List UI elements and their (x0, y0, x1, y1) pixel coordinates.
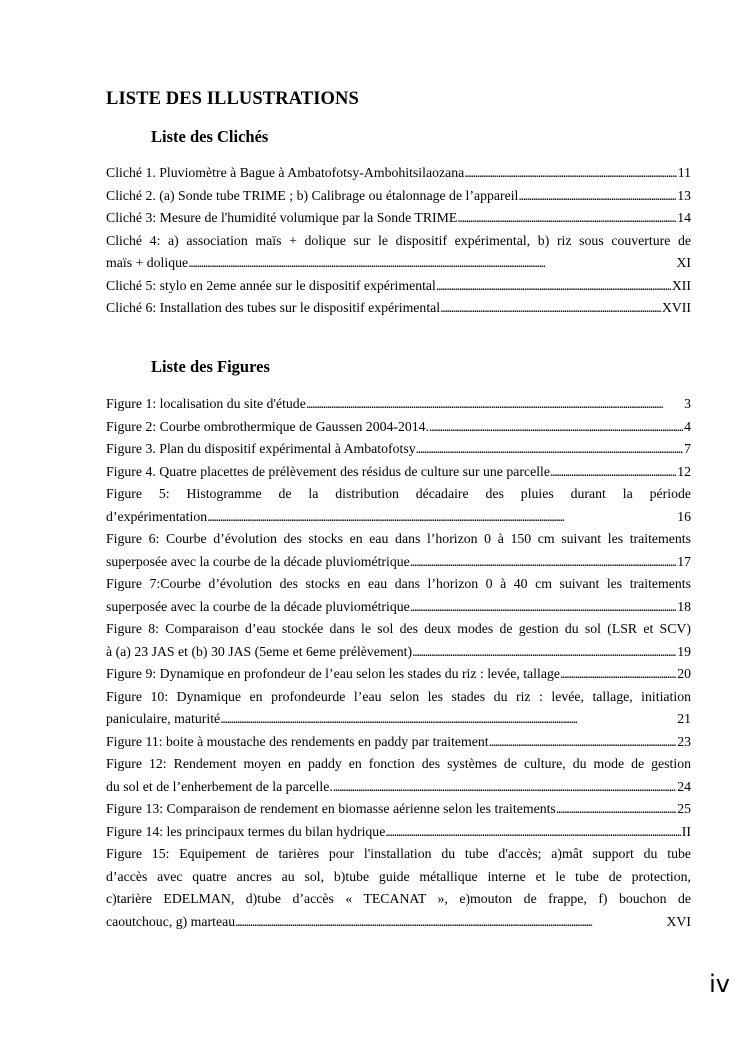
toc-entry-label: paniculaire, maturité (106, 711, 221, 726)
toc-entry[interactable] (106, 416, 691, 439)
dot-leader (457, 207, 676, 230)
toc-entry-label: superposée avec la courbe de la décade pluviométrique (106, 553, 410, 569)
toc-entry-label: Figure 11: boite à moustache des rendements en paddy par traitement (106, 733, 489, 749)
toc-entry-text-line: Figure 12: Rendement moyen en paddy en fonction des systèmes de culture, du mode de gestion (106, 756, 691, 771)
toc-entry[interactable] (106, 438, 691, 461)
toc-entry[interactable] (106, 275, 691, 298)
toc-entry-text-line: Cliché 4: a) association maïs + dolique sur le dispositif expérimental, b) riz sous couverture de (106, 232, 691, 248)
cliches-heading: Liste des Clichés (151, 127, 269, 146)
dot-leader (464, 162, 676, 185)
page-number: iv (709, 970, 730, 998)
dot-leader (410, 596, 676, 619)
toc-entry[interactable] (106, 230, 691, 275)
dot-leader (556, 798, 676, 821)
dot-leader (333, 776, 676, 799)
toc-entry-label: Figure 9: Dynamique en profondeur de l’eau selon les stades du riz : levée, tallage (106, 666, 560, 681)
dot-leader (518, 185, 676, 208)
figures-heading: Liste des Figures (151, 357, 270, 376)
toc-entry-label: d’expérimentation (106, 508, 208, 524)
toc-entry[interactable] (106, 461, 691, 484)
dot-leader (235, 911, 665, 934)
toc-entry-page-number: 21 (677, 711, 691, 726)
toc-entry-label: maïs + dolique (106, 255, 189, 270)
dot-leader (429, 416, 683, 439)
dot-leader (385, 821, 680, 844)
toc-entry-text-line: Figure 10: Dynamique en profondeurde l’eau selon les stades du riz : levée, tallage, initiation (106, 688, 691, 704)
toc-entry[interactable] (106, 686, 691, 731)
dot-leader (410, 551, 676, 574)
toc-entry[interactable] (106, 798, 691, 821)
toc-entry[interactable] (106, 483, 691, 528)
toc-entry-label: du sol et de l’enherbement de la parcelle. (106, 778, 333, 794)
dot-leader (440, 297, 661, 320)
toc-entry-page-number: 14 (677, 210, 691, 225)
dot-leader (560, 663, 676, 686)
toc-entry-page-number: 12 (677, 463, 691, 479)
toc-entry[interactable] (106, 821, 691, 844)
dot-leader (412, 641, 676, 664)
cliches-list (106, 162, 691, 320)
toc-entry-text-line: Figure 6: Courbe d’évolution des stocks en eau dans l’horizon 0 à 150 cm suivant les traitements (106, 531, 691, 546)
toc-entry[interactable] (106, 663, 691, 686)
toc-entry-page-number: 11 (677, 165, 691, 180)
toc-entry-label: Cliché 5: stylo en 2eme année sur le dispositif expérimental (106, 277, 436, 293)
dot-leader (436, 275, 671, 298)
toc-entry[interactable] (106, 393, 691, 416)
toc-entry-label: à (a) 23 JAS et (b) 30 JAS (5eme et 6eme prélèvement) (106, 643, 413, 659)
toc-entry-label: Figure 2: Courbe ombrothermique de Gaussen 2004-2014. (106, 418, 430, 434)
toc-entry-page-number: 25 (677, 801, 691, 816)
dot-leader (188, 252, 675, 275)
dot-leader (306, 393, 683, 416)
toc-entry-label: Figure 14: les principaux termes du bilan hydrique (106, 823, 386, 839)
toc-entry-page-number: 24 (677, 778, 691, 794)
toc-entry-page-number: XI (676, 255, 691, 270)
toc-entry-page-number: 18 (677, 598, 691, 614)
toc-entry-page-number: XII (671, 277, 691, 293)
dot-leader (416, 438, 683, 461)
toc-entry[interactable] (106, 573, 691, 618)
toc-entry-text-line: Figure 5: Histogramme de la distribution décadaire des pluies durant la période (106, 486, 691, 501)
toc-entry[interactable] (106, 185, 691, 208)
dot-leader (489, 731, 677, 754)
page-title: LISTE DES ILLUSTRATIONS (106, 89, 359, 109)
toc-entry-text-line: c)tarière EDELMAN, d)tube d’accès « TECANAT », e)mouton de frappe, f) bouchon de (106, 891, 691, 906)
toc-entry-label: caoutchouc, g) marteau (106, 913, 236, 929)
toc-entry-text-line: d’accès avec quatre ancres au sol, b)tube guide métallique interne et le tube de protection, (106, 868, 691, 884)
toc-entry-page-number: 4 (684, 418, 691, 434)
toc-entry[interactable] (106, 297, 691, 320)
toc-entry-page-number: II (681, 823, 691, 839)
toc-entry[interactable] (106, 843, 691, 933)
toc-entry-page-number: 7 (684, 441, 691, 456)
toc-entry-label: Cliché 6: Installation des tubes sur le dispositif expérimental (106, 300, 441, 315)
toc-entry-page-number: 3 (684, 396, 691, 411)
toc-entry-page-number: 23 (677, 733, 691, 749)
toc-entry[interactable] (106, 753, 691, 798)
toc-entry[interactable] (106, 618, 691, 663)
toc-entry-label: Cliché 2. (a) Sonde tube TRIME ; b) Calibrage ou étalonnage de l’appareil (106, 187, 519, 203)
toc-entry-label: Figure 3. Plan du dispositif expérimental à Ambatofotsy (106, 441, 416, 456)
toc-entry-label: Figure 1: localisation du site d'étude (106, 396, 306, 411)
toc-entry-page-number: 19 (677, 643, 691, 659)
toc-entry-label: Cliché 3: Mesure de l'humidité volumique par la Sonde TRIME (106, 210, 458, 225)
dot-leader (207, 506, 676, 529)
toc-entry[interactable] (106, 528, 691, 573)
toc-entry-page-number: 17 (677, 553, 691, 569)
toc-entry-text-line: Figure 7:Courbe d’évolution des stocks en eau dans l’horizon 0 à 40 cm suivant les traitements (106, 576, 691, 591)
toc-entry[interactable] (106, 207, 691, 230)
toc-entry[interactable] (106, 162, 691, 185)
toc-entry-label: Cliché 1. Pluviomètre à Bague à Ambatofotsy-Ambohitsilaozana (106, 165, 465, 180)
toc-entry-label: superposée avec la courbe de la décade pluviométrique (106, 598, 410, 614)
toc-entry-page-number: 20 (677, 666, 691, 681)
toc-entry[interactable] (106, 731, 691, 754)
figures-list (106, 393, 691, 933)
toc-entry-label: Figure 4. Quatre placettes de prélèvement des résidus de culture sur une parcelle (106, 463, 551, 479)
dot-leader (550, 461, 676, 484)
toc-entry-text-line: Figure 15: Equipement de tarières pour l'installation du tube d'accès; a)mât support du tube (106, 846, 691, 861)
toc-entry-page-number: 13 (677, 187, 691, 203)
toc-entry-page-number: XVII (661, 300, 691, 315)
toc-entry-text-line: Figure 8: Comparaison d’eau stockée dans le sol des deux modes de gestion du sol (LSR et SCV) (106, 621, 691, 636)
toc-entry-label: Figure 13: Comparaison de rendement en biomasse aérienne selon les traitements (106, 801, 556, 816)
dot-leader (220, 708, 676, 731)
toc-entry-page-number: XVI (666, 913, 691, 929)
toc-entry-page-number: 16 (677, 508, 691, 524)
